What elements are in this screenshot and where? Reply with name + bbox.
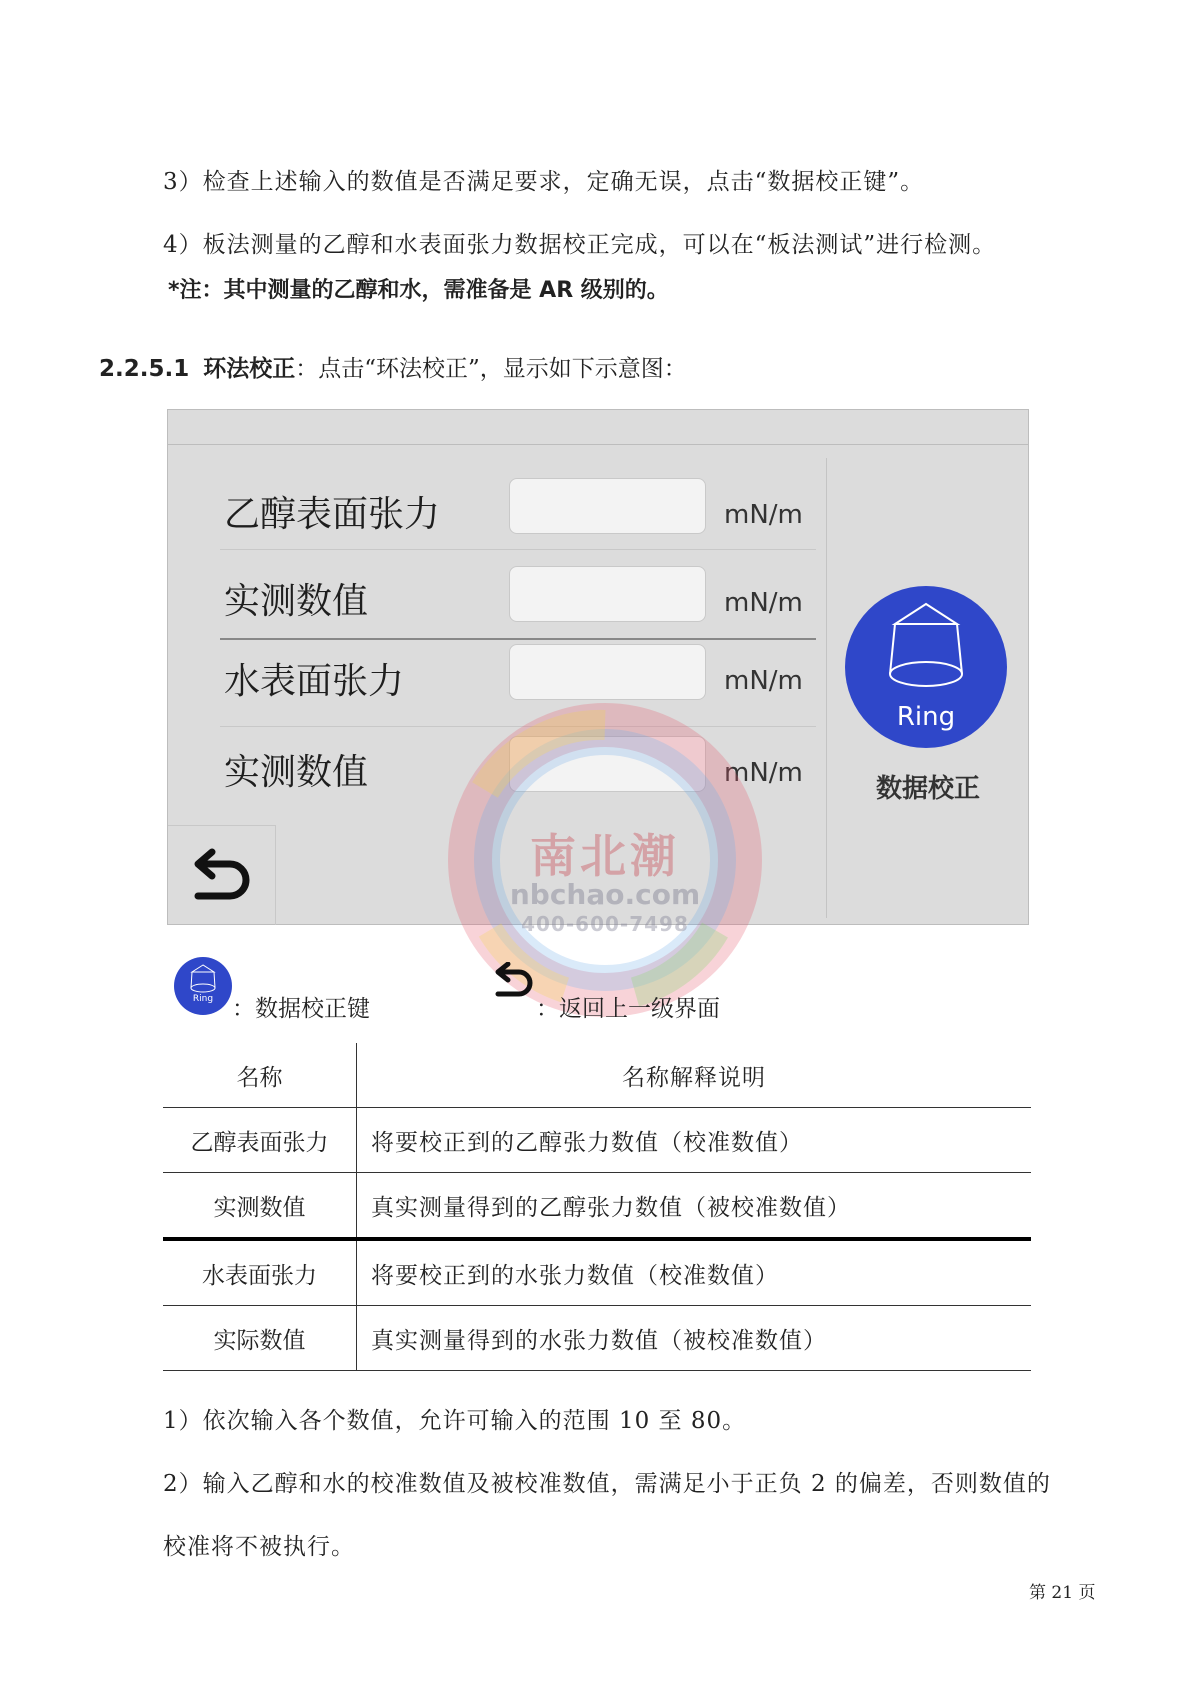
watermark-phone: 400-600-7498 xyxy=(521,912,689,936)
cell-explanation: 真实测量得到的水张力数值（被校准数值） xyxy=(371,1327,827,1354)
table-row xyxy=(163,1108,1031,1173)
ethanol-measured-input[interactable] xyxy=(509,566,706,622)
legend-ring-text: Ring xyxy=(192,994,214,1004)
screen-divider xyxy=(826,458,827,918)
ring-calibration-screen xyxy=(167,409,1029,925)
header-explanation: 名称解释说明 xyxy=(622,1064,766,1091)
unit-label: mN/m xyxy=(724,758,803,788)
definitions-table xyxy=(163,1043,1031,1371)
section-text: ：点击“环法校正”，显示如下示意图： xyxy=(295,356,687,382)
watermark-domain: nbchao.com xyxy=(509,878,701,911)
cell-name: 实测数值 xyxy=(163,1173,357,1240)
back-button[interactable] xyxy=(168,825,276,925)
paragraph-step-3: 3）检查上述输入的数值是否满足要求，定确无误，点击“数据校正键”。 xyxy=(163,169,925,195)
section-title: 环法校正 xyxy=(203,355,296,382)
ring-button-text: Ring xyxy=(896,702,956,732)
legend-ring-desc: ：数据校正键 xyxy=(232,996,370,1022)
section-number: 2.2.5.1 xyxy=(99,356,190,382)
return-arrow-icon xyxy=(190,848,254,908)
unit-label: mN/m xyxy=(724,666,803,696)
paragraph-rule-2-cont: 校准将不被执行。 xyxy=(163,1534,355,1560)
row-divider xyxy=(220,726,816,727)
calibrate-label: 数据校正 xyxy=(875,774,980,804)
unit-label: mN/m xyxy=(724,500,803,530)
cell-name: 实际数值 xyxy=(163,1306,357,1371)
watermark-logo-text: 南北潮 xyxy=(530,829,680,883)
label-ethanol-tension: 乙醇表面张力 xyxy=(224,494,441,535)
table-row xyxy=(163,1173,1031,1240)
page-number: 第 21 页 xyxy=(1029,1583,1096,1603)
note-text: *注：其中测量的乙醇和水，需准备是 AR 级别的。 xyxy=(168,278,669,303)
cell-explanation: 将要校正到的乙醇张力数值（校准数值） xyxy=(371,1129,803,1156)
table-row xyxy=(163,1306,1031,1371)
cell-explanation: 真实测量得到的乙醇张力数值（被校准数值） xyxy=(371,1194,851,1221)
label-ethanol-measured: 实测数值 xyxy=(224,581,369,622)
table-header-row xyxy=(163,1043,1031,1108)
water-measured-input[interactable] xyxy=(509,736,706,792)
ring-icon xyxy=(174,957,232,1015)
ethanol-tension-input[interactable] xyxy=(509,478,706,534)
header-name: 名称 xyxy=(163,1043,357,1108)
cell-explanation: 将要校正到的水张力数值（校准数值） xyxy=(371,1262,779,1289)
paragraph-step-4: 4）板法测量的乙醇和水表面张力数据校正完成，可以在“板法测试”进行检测。 xyxy=(163,232,997,258)
legend-ring-icon xyxy=(174,957,232,1015)
group-divider xyxy=(220,638,816,640)
label-water-tension: 水表面张力 xyxy=(224,661,405,702)
unit-label: mN/m xyxy=(724,588,803,618)
label-water-measured: 实测数值 xyxy=(224,752,369,793)
section-heading xyxy=(99,350,687,383)
legend-back-desc: ：返回上一级界面 xyxy=(536,996,720,1022)
paragraph-rule-1: 1）依次输入各个数值，允许可输入的范围 10 至 80。 xyxy=(163,1408,747,1434)
legend-return-arrow-icon xyxy=(492,962,536,1002)
ring-calibrate-button[interactable] xyxy=(845,586,1007,748)
cell-name: 乙醇表面张力 xyxy=(163,1108,357,1173)
paragraph-rule-2: 2）输入乙醇和水的校准数值及被校准数值，需满足小于正负 2 的偏差，否则数值的 xyxy=(163,1471,1051,1497)
screen-top-bar xyxy=(168,410,1028,445)
table-row xyxy=(163,1239,1031,1306)
row-divider xyxy=(220,549,816,550)
water-tension-input[interactable] xyxy=(509,644,706,700)
cell-name: 水表面张力 xyxy=(163,1239,357,1306)
